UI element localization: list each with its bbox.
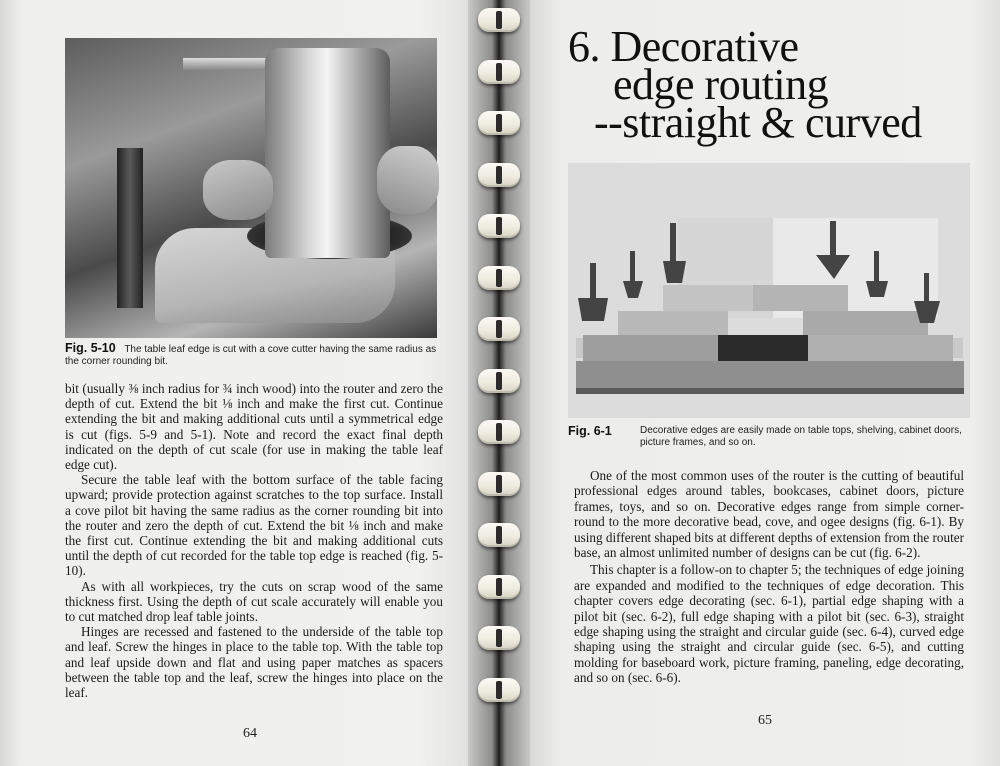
binding-ring <box>478 420 520 444</box>
figure-caption-5-10 <box>65 342 445 368</box>
paragraph: One of the most common uses of the router is the cutting of beautiful professional edges around tables, bookcases, cabinet doors, picture frames, toys, and so on. Decorative edges range from simple corner-round to the more decorative bead, cove, and ogee designs (fig. 6-1). By using different shaped bits at different depths of extension from the router base, an almost unlimited number of designs can be cut (fig. 6-2). <box>574 468 964 561</box>
router-body <box>265 48 390 258</box>
page-number-right: 65 <box>758 713 772 728</box>
binding-ring <box>478 60 520 84</box>
router-cutting-photo <box>65 38 437 338</box>
binding-ring <box>478 317 520 341</box>
paragraph: As with all workpieces, try the cuts on scrap wood of the same thickness first. Using the depth of cut scale accurately will enable you to cut matched drop leaf table joints. <box>65 578 443 625</box>
left-page <box>0 0 468 766</box>
paragraph: Hinges are recessed and fastened to the underside of the table top and leaf. Screw the hinges in place to the table top. With the table top and leaf upside down and flat and using paper matches as spacers between the table top and the leaf, screw the hinges into place on the leaf. <box>65 624 443 701</box>
right-body-text <box>574 468 964 688</box>
left-body-text <box>65 381 443 700</box>
chapter-title-line-3: --straight & curved <box>594 98 922 147</box>
figure-label: Fig. 6-1 <box>568 424 612 438</box>
binding-ring <box>478 163 520 187</box>
paragraph: bit (usually ⅜ inch radius for ¾ inch wood) into the router and zero the depth of cut. Extend the bit ⅛ inch and make the first cut. Continue extending the bit and making additional cuts until a symmetrical edge is cut (figs. 5-9 and 5-1). Note and record the exact final depth indicated on the depth of cut scale (for use in making the table leaf edge cut). <box>65 381 443 473</box>
clamp-screw <box>183 58 273 70</box>
caption-text: Decorative edges are easily made on table tops, shelving, cabinet doors, picture frames, and so on. <box>640 425 962 448</box>
binding-ring <box>478 626 520 650</box>
binding-ring <box>478 523 520 547</box>
binding-ring <box>478 266 520 290</box>
c-clamp <box>117 148 143 308</box>
binding-ring <box>478 472 520 496</box>
binding-ring <box>478 8 520 32</box>
binding-ring <box>478 111 520 135</box>
chapter-title-line-2: edge routing <box>613 60 829 109</box>
caption-text: The table leaf edge is cut with a cove cutter having the same radius as the corner rounding bit. <box>65 344 437 367</box>
router-bits-illustration <box>568 163 970 418</box>
binding-ring <box>478 678 520 702</box>
binding-ring <box>478 369 520 393</box>
left-hand <box>203 160 273 220</box>
binding-ring <box>478 575 520 599</box>
paragraph: Secure the table leaf with the bottom surface of the table facing upward; provide protection against scratches to the top surface. Install a cove pilot bit having the same radius as the corner rounding bit into the router and zero the depth of cut. Extend the bit ⅛ inch and make the first cut. Continue extending the bit and making additional cuts until the depth of cut recorded for the table top edge is reached (fig. 5-10). <box>65 472 443 579</box>
binding-ring <box>478 214 520 238</box>
chapter-title-line-1: 6. Decorative <box>568 22 799 71</box>
paragraph: This chapter is a follow-on to chapter 5; the techniques of edge joining are expanded and modified to the techniques of edge decoration. This chapter covers edge decorating (sec. 6-1), partial edge shaping with a pilot bit (sec. 6-2), full edge shaping with a pilot bit (sec. 6-3), straight edge shaping using the straight and circular guide (sec. 6-4), curved edge shaping using the straight and circular guide (sec. 6-5), and cutting molding for baseboard work, picture framing, paneling, edge decorating, and so on (sec. 6-6). <box>574 562 964 686</box>
figure-caption-6-1 <box>568 425 968 449</box>
right-hand <box>377 146 439 214</box>
router-bits-photo <box>568 163 970 418</box>
page-number-left: 64 <box>243 726 257 741</box>
right-page <box>530 0 1000 766</box>
figure-label: Fig. 5-10 <box>65 341 116 355</box>
chapter-title <box>560 22 990 147</box>
